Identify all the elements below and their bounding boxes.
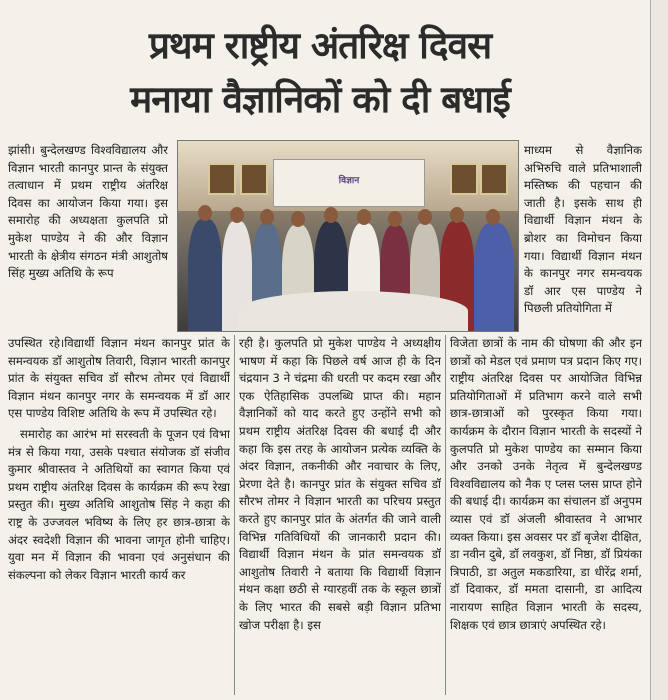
column-rule <box>234 335 235 695</box>
article-paragraph: विजेता छात्रों के नाम की घोषणा की और इन छात्रों को मेडल एवं प्रमाण पत्र प्रदान किए गए। राष्ट्रीय अंतरिक्ष दिवस पर आयोजित विभिन्न प्रतियोगिताओं में प्रतिभाग करने वाले सभी छात्र-छात्राओं को पुरस्कृत किया गया। कार्यक्रम के दौरान विज्ञान भारती के सदस्यों ने कुलपति प्रो मुकेश पाण्डेय का सम्मान किया और उनको उनके नेतृत्व में बुन्देलखण्ड विश्वविद्यालय को नैक ए प्लस प्लस प्राप्त होने की बधाई दी। कार्यक्रम का संचालन डॉ अनुपम व्यास एवं डॉ अंजली श्रीवास्तव ने आभार व्यक्त किया। इस अवसर पर डॉ बृजेश दीक्षित, डा नवीन दुबे, डॉ लवकुश, डॉ निष्ठा, डॉ प्रियंका त्रिपाठी, डा अतुल मकडारिया, डा धीरेंद्र शर्मा, डॉ दिवाकर, डॉ ममता दासानी, डा आदित्य नारायण साहित विज्ञान भारती के सदस्य, शिक्षक एवं छात्र छात्राएं अपस्थित रहे। <box>450 336 642 632</box>
article-column-1-top <box>8 142 168 332</box>
headline-line-1: प्रथम राष्ट्रीय अंतरिक्ष दिवस <box>148 24 492 67</box>
photo-banner <box>273 159 425 207</box>
article-column-3-top <box>524 142 642 332</box>
article-column-3-bottom <box>450 335 642 697</box>
article-paragraph: समारोह का आरंभ मां सरस्वती के पूजन एवं विभा मंत्र से किया गया, उसके पश्चात संयोजक डॉ संजीव कुमार श्रीवास्तव ने अतिथियों का स्वागत किया एवं प्रथम राष्ट्रीय अंतरिक्ष दिवस के कार्यक्रम की रूप रेखा प्रस्तुत की। मुख्य अतिथि आशुतोष सिंह ने कहा की राष्ट्र के उज्जवल भविष्य के लिए हर छात्र-छात्रा के अंदर स्वदेशी विज्ञान की भावना जागृत होनी चाहिए। युवा मन में विज्ञान की भावना एवं अनुसंधान की संकल्पना को लेकर विज्ञान भारती कार्य कर <box>8 426 230 582</box>
article-paragraph: रही है। कुलपति प्रो मुकेश पाण्डेय ने अध्यक्षीय भाषण में कहा कि पिछले वर्ष आज ही के दिन चंद्रयान 3 ने चंद्रमा की धरती पर कदम रखा और एक ऐतिहासिक उपलब्धि प्राप्त की। महान वैज्ञानिकों को याद करते हुए उन्होंने सभी को प्रथम राष्ट्रीय अंतरिक्ष दिवस की बधाई दी और कहा कि इस तरह के आयोजन प्रत्येक व्यक्ति के अंदर विज्ञान, तकनीकी और नवाचार के लिए, प्रेरणा देते है। कानपुर प्रांत के संयुक्त सचिव डॉ सौरभ तोमर ने विज्ञान भारती का परिचय प्रस्तुत करते हुए कानपुर प्रांत के अंतर्गत की जाने वाली विभिन्न गतिविधियों की जानकारी प्रदान की। विद्यार्थी विज्ञान मंथन के प्रांत समन्वयक डॉ आशुतोष तिवारी ने बताया कि विद्यार्थी विज्ञान मंथन कक्षा छठी से ग्यारहवीं तक के स्कूल छात्रों के लिए भारत की सबसे बड़ी विज्ञान प्रतिभा खोज परीक्षा है। इस <box>239 336 441 632</box>
article-column-2 <box>239 335 441 697</box>
event-photo <box>177 140 519 332</box>
article-paragraph: माध्यम से वैज्ञानिक अभिरुचि वाले प्रतिभाशाली मस्तिष्क की पहचान की जाती है। इसके साथ ही विद्यार्थी विज्ञान मंथन के ब्रोशर का विमोचन किया गया। विद्यार्थी विज्ञान मंथन के कानपुर नगर समन्वयक डॉ आर एस पाण्डेय ने पिछली प्रतियोगिता में <box>524 143 642 316</box>
article-column-1-bottom <box>8 335 230 697</box>
article-paragraph: उपस्थित रहे।विद्यार्थी विज्ञान मंथन कानपुर प्रांत के समन्वयक डॉ आशुतोष तिवारी, विज्ञान भारती कानपुर प्रांत के संयुक्त सचिव डॉ सौरभ तोमर एवं विद्यार्थी विज्ञान मंथन कानपुर नगर के समन्वयक में डॉ आर एस पाण्डेय विशिष्ट अतिथि के रूप में उपस्थित रहे। <box>8 336 230 421</box>
adjacent-page-edge <box>650 0 668 700</box>
column-rule <box>445 335 446 695</box>
photo-banner-text: विज्ञान <box>338 176 360 186</box>
article-paragraph: झांसी। बुन्देलखण्ड विश्वविद्यालय और विज्ञान भारती कानपुर प्रान्त के संयुक्त तत्वाधान में प्रथम राष्ट्रीय अंतरिक्ष दिवस का आयोजन किया गया। इस समारोह की अध्यक्षता कुलपति प्रो मुकेश पाण्डेय ने की और विज्ञान भारती के क्षेत्रीय संगठन मंत्री आशुतोष सिंह मुख्य अतिथि के रूप <box>8 143 168 281</box>
headline-line-2: मनाया वैज्ञानिकों को दी बधाई <box>130 78 510 121</box>
